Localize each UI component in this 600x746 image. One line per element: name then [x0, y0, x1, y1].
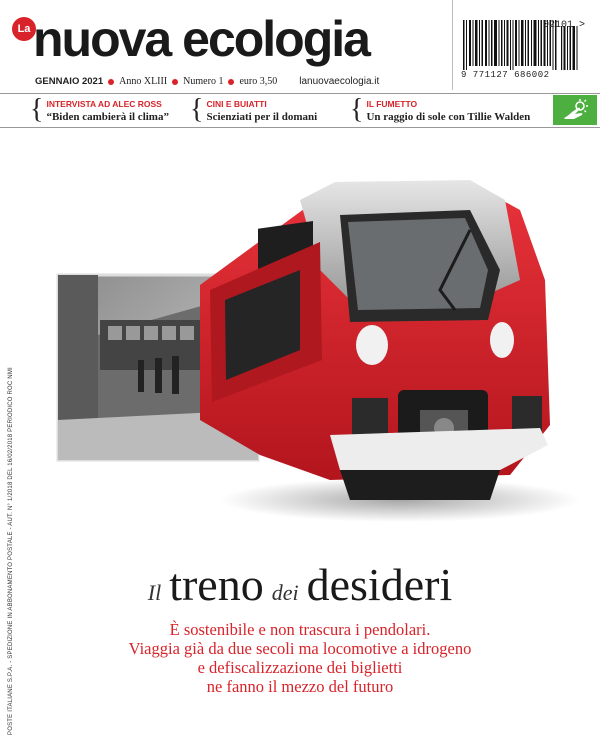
barcode-number: 9 771127 686002 [461, 70, 550, 80]
title-word: treno [169, 559, 264, 610]
issue-price: euro 3,50 [239, 76, 278, 87]
magazine-logo: nuova ecologia [33, 11, 369, 67]
issue-anno: Anno XLIII [119, 76, 168, 87]
title-word: Il [147, 580, 162, 605]
subtitle-line: È sostenibile e non trascura i pendolari. [169, 620, 431, 639]
teaser-item[interactable] [30, 94, 169, 125]
teaser-item[interactable] [190, 94, 318, 125]
teaser-headline: Un raggio di sole con Tillie Walden [366, 111, 531, 123]
subtitle-line: ne fanno il mezzo del futuro [206, 677, 394, 696]
barcode-area [452, 0, 600, 90]
issue-line [35, 76, 379, 87]
cover-story-subtitle [0, 620, 600, 696]
postal-legal-text: POSTE ITALIANE S.P.A. - SPEDIZIONE IN ABBONAMENTO POSTALE - AUT. N° 1/2018 DEL 16/02/2018 PERIODICO ROC NMI [8, 367, 14, 735]
issue-numero: Numero 1 [183, 76, 224, 87]
la-badge: La [12, 17, 36, 41]
brace-glyph: { [30, 94, 44, 125]
title-word: dei [271, 580, 299, 605]
brace-glyph: { [350, 94, 364, 125]
cover-story-title [0, 558, 600, 611]
teaser-item[interactable] [350, 94, 531, 125]
teaser-kicker: INTERVISTA AD ALEC ROSS [46, 99, 162, 109]
issue-date: GENNAIO 2021 [35, 76, 104, 87]
title-word: desideri [306, 559, 453, 610]
brace-glyph: { [190, 94, 204, 125]
teaser-headline: Scienziati per il domani [206, 111, 318, 123]
separator-dot [228, 79, 234, 85]
subtitle-line: e defiscalizzazione dei biglietti [197, 658, 403, 677]
barcode-issue-code: 02101 > [543, 20, 586, 31]
teaser-kicker: IL FUMETTO [366, 99, 418, 109]
hand-sun-icon [553, 95, 597, 125]
teaser-bar [0, 93, 600, 128]
website-url: lanuovaecologia.it [299, 76, 380, 87]
subtitle-line: Viaggia già da due secoli ma locomotive a idrogeno [128, 639, 472, 658]
teaser-headline: “Biden cambierà il clima” [46, 111, 169, 123]
teaser-kicker: CINI E BUIATTI [206, 99, 267, 109]
cover-photo [0, 170, 600, 540]
separator-dot [172, 79, 178, 85]
separator-dot [108, 79, 114, 85]
